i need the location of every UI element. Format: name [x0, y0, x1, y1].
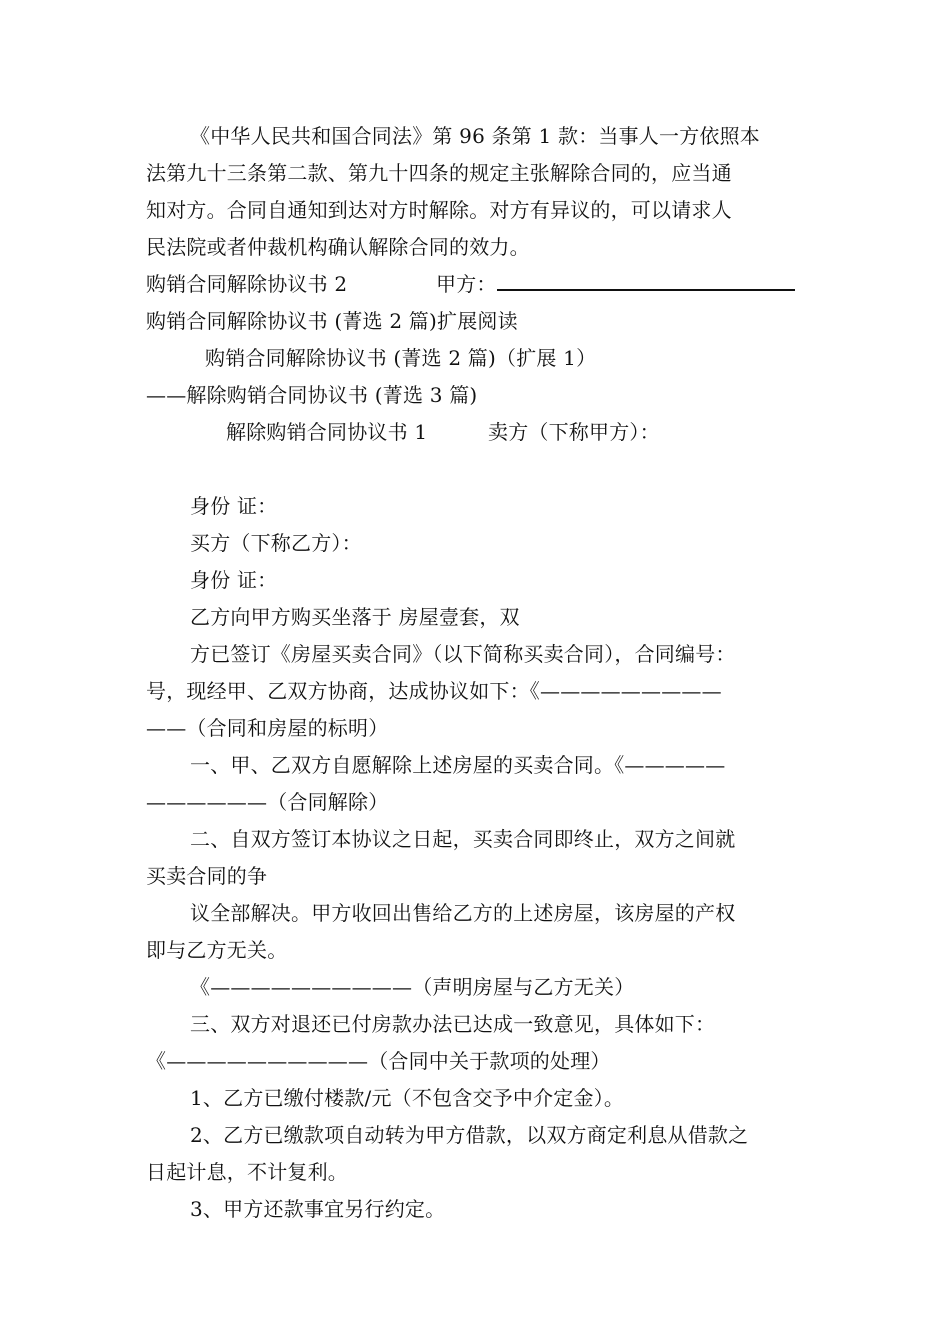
id-line-buyer: 身份 证：	[190, 568, 278, 592]
item-3: 3、甲方还款事宜另行约定。	[190, 1197, 446, 1221]
clause-1-cont: ——————（合同解除）	[146, 790, 389, 814]
section-title: 购销合同解除协议书 2	[146, 272, 348, 296]
id-line-seller: 身份 证：	[190, 494, 278, 518]
clause-2-cont: 买卖合同的争	[146, 864, 268, 888]
clause-2: 二、自双方签订本协议之日起，买卖合同即终止，双方之间就	[190, 827, 736, 851]
paragraph-line: ——（合同和房屋的标明）	[146, 716, 389, 740]
seller-label: 卖方（下称甲方）：	[488, 420, 660, 444]
agreement-title: 解除购销合同协议书 1	[226, 420, 428, 444]
item-2: 2、乙方已缴款项自动转为甲方借款，以双方商定利息从借款之	[190, 1123, 749, 1147]
buyer-label: 买方（下称乙方）：	[190, 531, 362, 555]
paragraph-line: 方已签订《房屋买卖合同》（以下简称买卖合同），合同编号：	[190, 642, 736, 666]
clause-2-cont: 议全部解决。甲方收回出售给乙方的上述房屋，该房屋的产权	[190, 901, 736, 925]
extension-title: 购销合同解除协议书 (菁选 2 篇)（扩展 1）	[205, 346, 597, 370]
subtitle: ——解除购销合同协议书 (菁选 3 篇)	[146, 383, 478, 407]
clause-2-note: 《——————————（声明房屋与乙方无关）	[190, 975, 635, 999]
party-a-text: 甲方：	[436, 272, 497, 296]
item-2-cont: 日起计息，不计复利。	[146, 1160, 348, 1184]
clause-3-note: 《——————————（合同中关于款项的处理）	[146, 1049, 611, 1073]
extended-reading-title: 购销合同解除协议书 (菁选 2 篇)扩展阅读	[146, 309, 518, 333]
paragraph-line: 《中华人民共和国合同法》第 96 条第 1 款：当事人一方依照本	[190, 124, 761, 148]
clause-2-cont: 即与乙方无关。	[146, 938, 288, 962]
paragraph-line: 民法院或者仲裁机构确认解除合同的效力。	[146, 235, 530, 259]
item-1: 1、乙方已缴付楼款/元（不包含交予中介定金）。	[190, 1086, 625, 1110]
paragraph-line: 号，现经甲、乙双方协商，达成协议如下：《—————————	[146, 679, 722, 703]
paragraph-line: 乙方向甲方购买坐落于 房屋壹套，双	[190, 605, 520, 629]
signature-blank	[497, 271, 795, 291]
party-a-label	[436, 270, 795, 298]
clause-1: 一、甲、乙双方自愿解除上述房屋的买卖合同。《—————	[190, 753, 726, 777]
paragraph-line: 知对方。合同自通知到达对方时解除。对方有异议的，可以请求人	[146, 198, 732, 222]
clause-3: 三、双方对退还已付房款办法已达成一致意见，具体如下：	[190, 1012, 716, 1036]
paragraph-line: 法第九十三条第二款、第九十四条的规定主张解除合同的，应当通	[146, 161, 732, 185]
